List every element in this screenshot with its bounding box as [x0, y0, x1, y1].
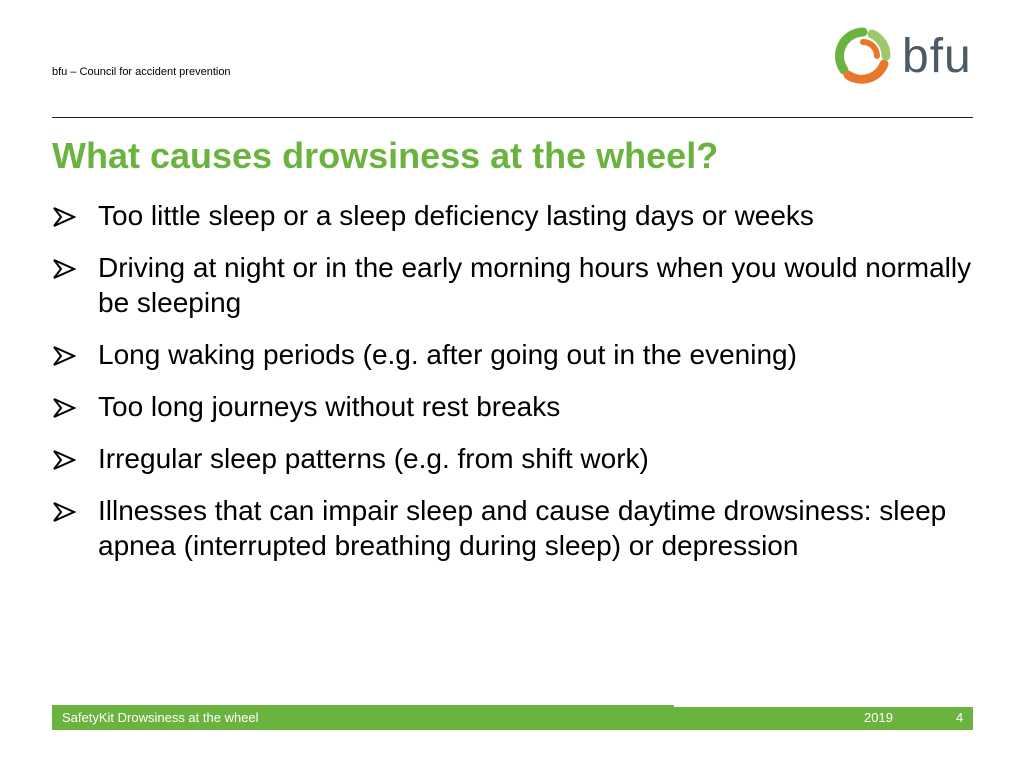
bullet-text: Long waking periods (e.g. after going out in the evening) [98, 339, 797, 370]
bfu-logo-mark-icon [834, 26, 892, 86]
arrowhead-bullet-icon [52, 449, 76, 471]
bullet-text: Too long journeys without rest breaks [98, 391, 561, 422]
arrowhead-bullet-icon [52, 397, 76, 419]
arrowhead-bullet-icon [52, 501, 76, 523]
bullet-item [52, 493, 972, 563]
header-divider [52, 117, 973, 118]
arrowhead-bullet-icon [52, 206, 76, 228]
bullet-item [52, 337, 972, 372]
bullet-item [52, 250, 972, 320]
arrowhead-bullet-icon [52, 258, 76, 280]
bullet-text: Driving at night or in the early morning hours when you would normally be sleeping [98, 252, 972, 318]
bullet-text: Too little sleep or a sleep deficiency lasting days or weeks [98, 200, 814, 231]
page-number: 4 [956, 710, 964, 725]
bullet-text: Illnesses that can impair sleep and cause daytime drowsiness: sleep apnea (interrupted breathing during sleep) or depression [98, 495, 947, 561]
logo-text: bfu [902, 30, 972, 83]
bullet-list [52, 198, 972, 580]
bullet-item [52, 441, 972, 476]
bullet-item [52, 389, 972, 424]
slide-title: What causes drowsiness at the wheel? [52, 135, 719, 176]
bfu-logo [834, 26, 976, 88]
footer-title: SafetyKit Drowsiness at the wheel [62, 710, 259, 725]
footer-notch [674, 705, 974, 707]
arrowhead-bullet-icon [52, 345, 76, 367]
bullet-text: Irregular sleep patterns (e.g. from shift work) [98, 443, 649, 474]
footer-year: 2019 [864, 710, 893, 725]
footer-bar [52, 705, 973, 730]
organization-name: bfu – Council for accident prevention [52, 66, 231, 78]
bullet-item [52, 198, 972, 233]
